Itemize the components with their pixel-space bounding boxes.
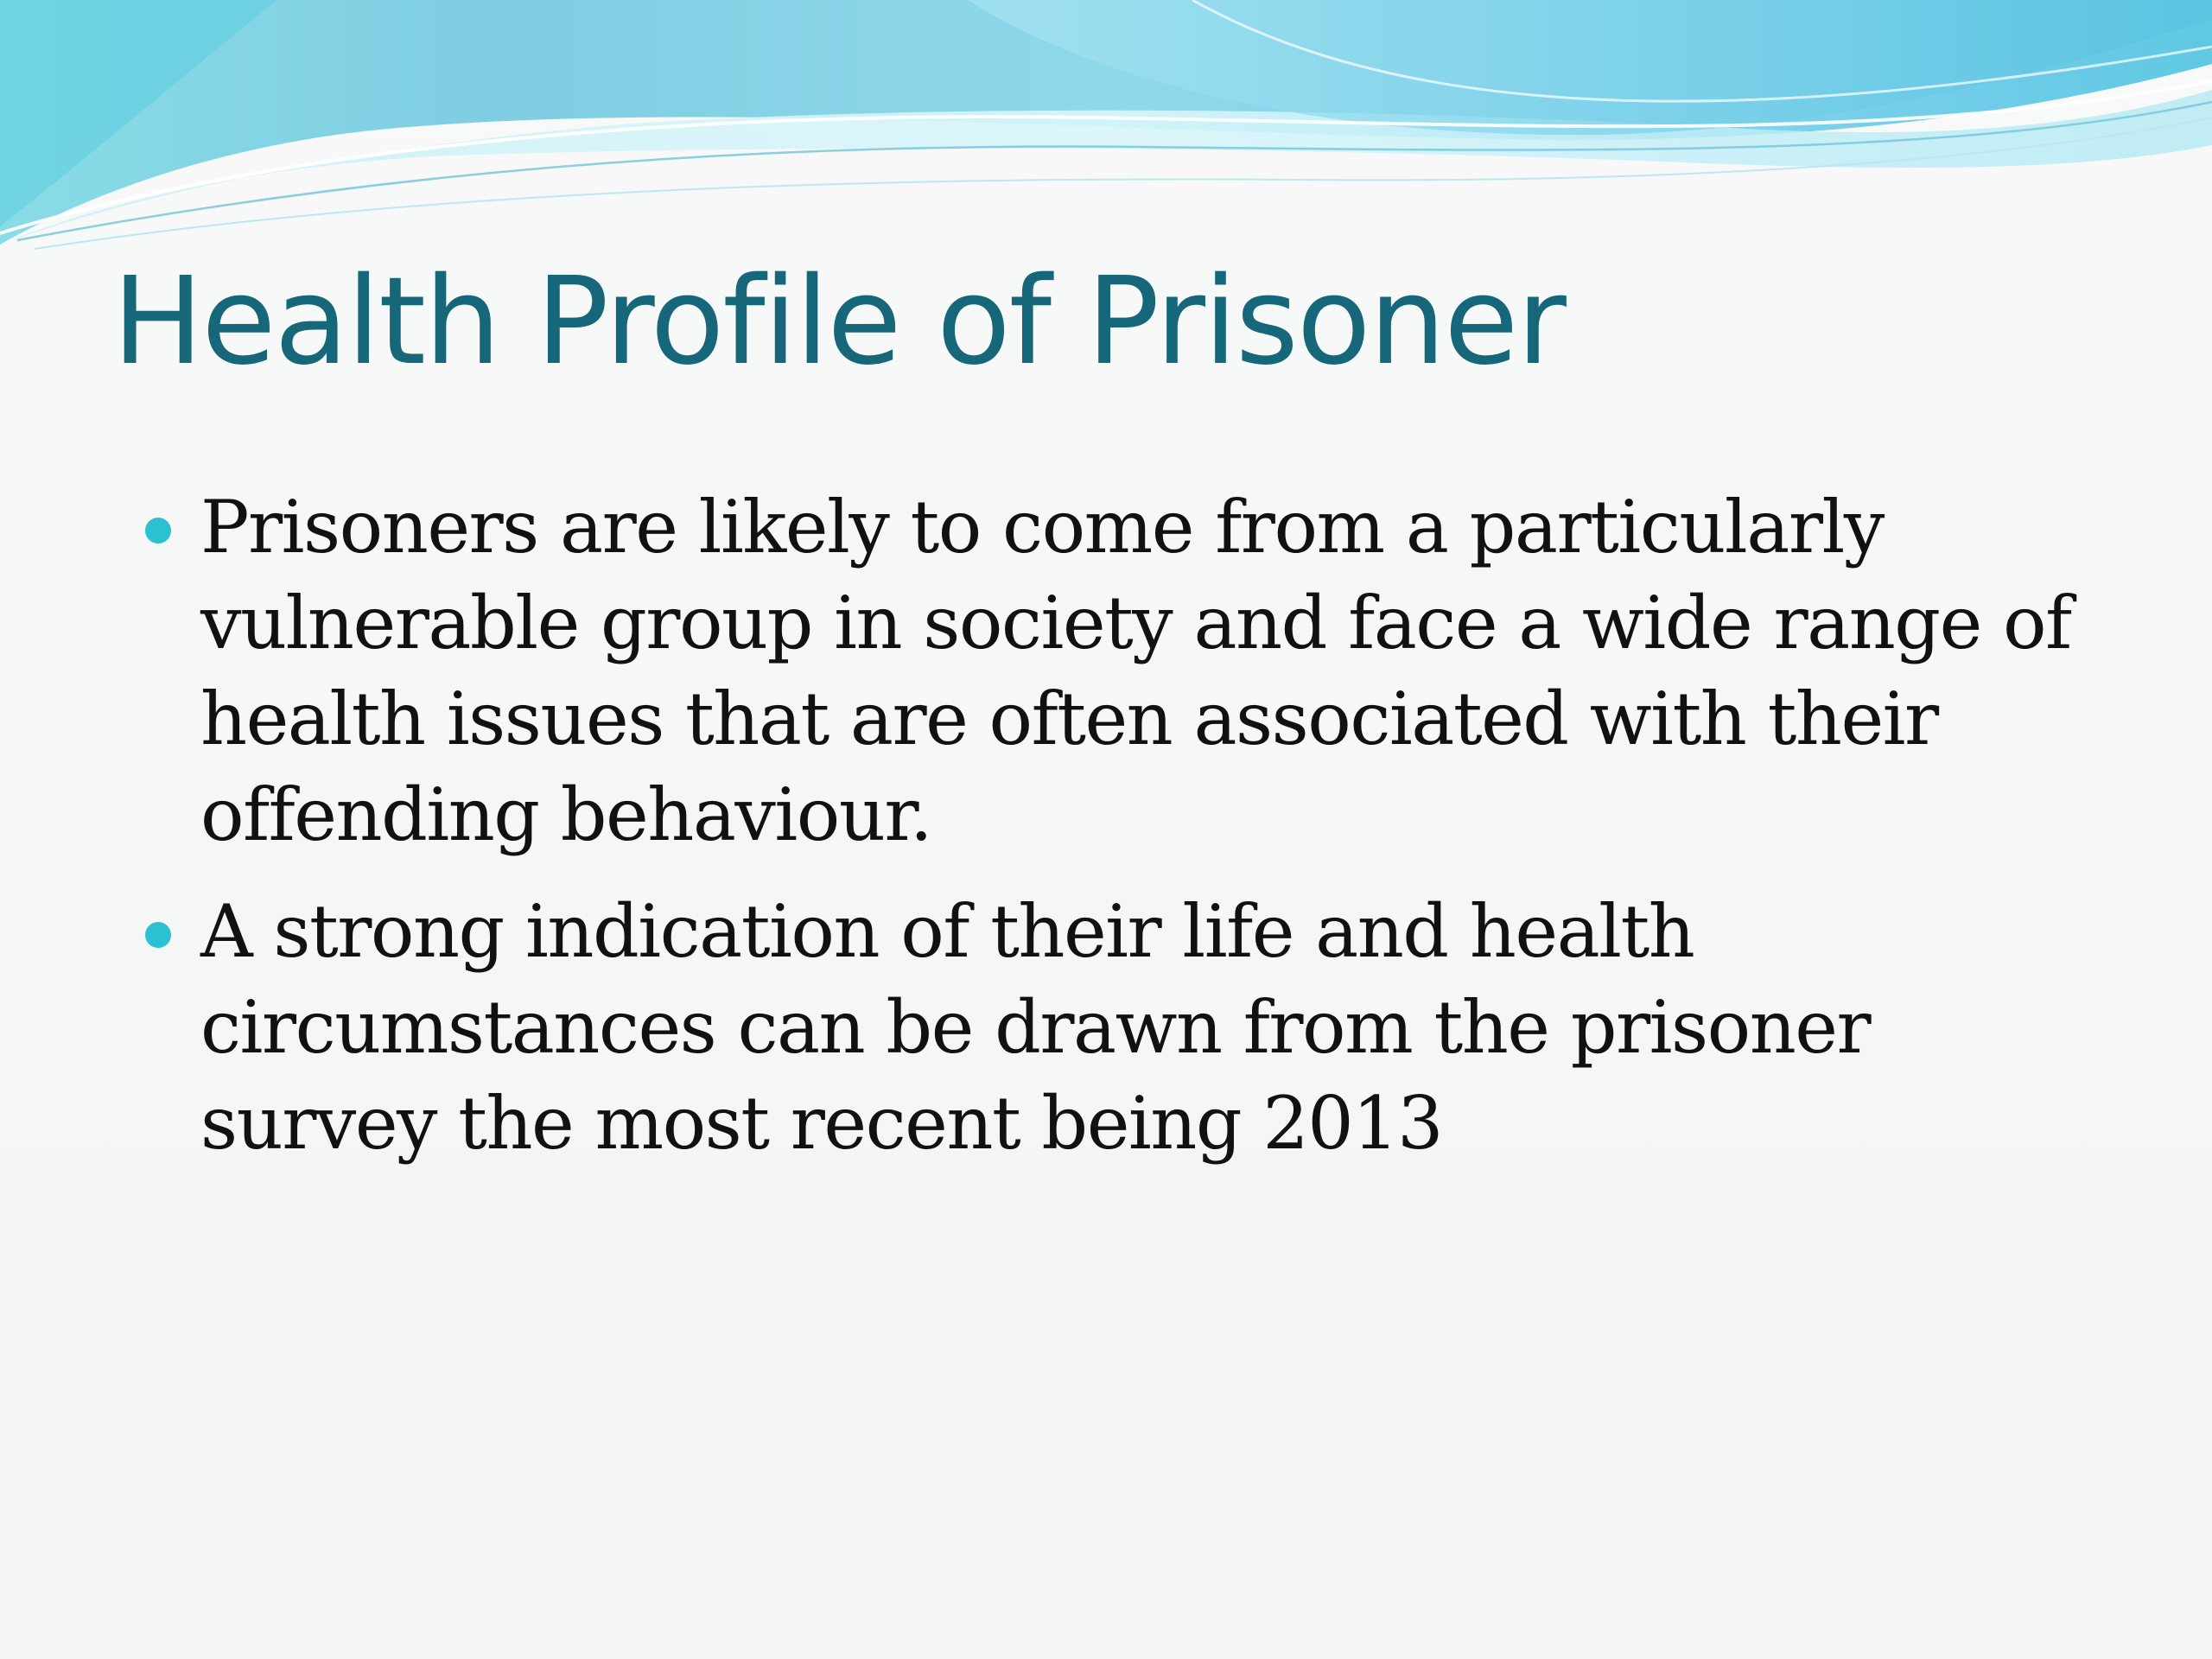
bullet-text: Prisoners are likely to come from a particularly vulnerable group in society and face a wide range of health issues that are often associated with their offending behaviour. (200, 485, 2071, 857)
bullet-text: A strong indication of their life and health circumstances can be drawn from the prisoner survey the most recent being 2013 (200, 889, 1871, 1166)
bullet-list (145, 480, 2098, 1192)
header-wave-decoration (0, 0, 2212, 285)
bullet-marker-icon (145, 518, 171, 543)
bullet-marker-icon (145, 922, 171, 948)
bullet-item (145, 480, 2098, 863)
bullet-item (145, 884, 2098, 1172)
slide-title: Health Profile of Prisoner (112, 251, 1565, 392)
